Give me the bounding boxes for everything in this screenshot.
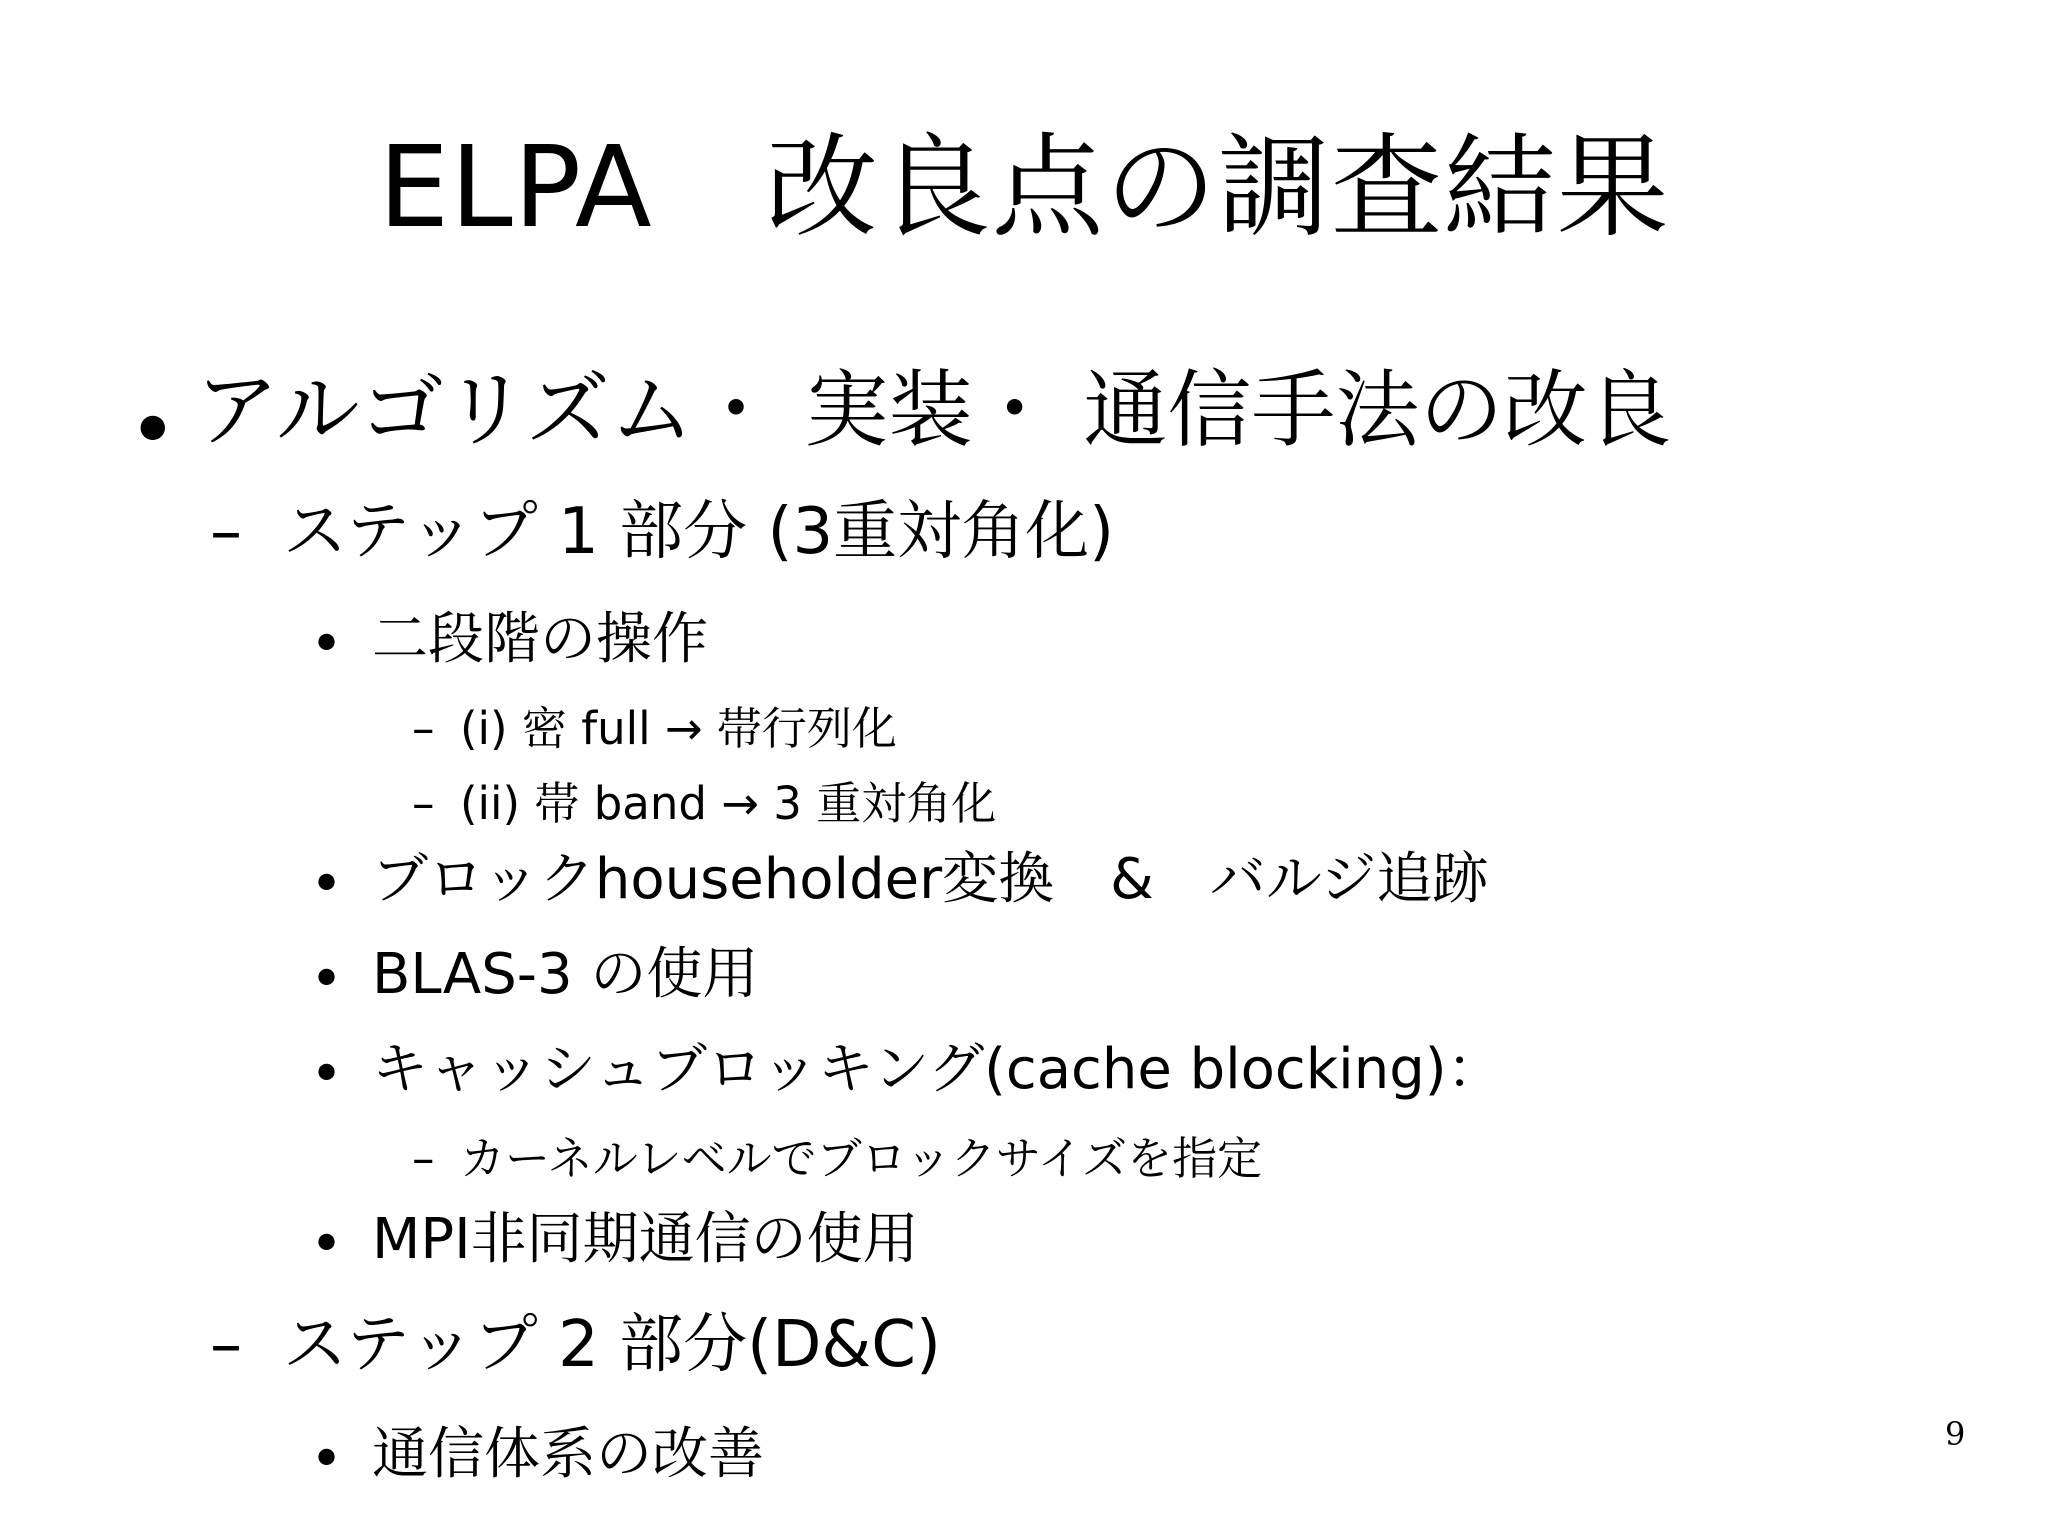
bullet-icon: •	[310, 1042, 344, 1107]
outline-item-householder: ブロックhouseholder変換 & バルジ追跡	[372, 847, 1489, 912]
outline-item-kernel-level-block-size: カーネルレベルでブロックサイズを指定	[460, 1132, 1263, 1185]
outline-item-mpi-async: MPI非同期通信の使用	[372, 1207, 919, 1272]
outline-item-communication-scheme: 通信体系の改善	[372, 1422, 764, 1487]
dash-icon: –	[412, 702, 435, 755]
outline-item-two-stage: 二段階の操作	[372, 607, 708, 672]
outline-item-full-to-band: (i) 密 full → 帯行列化	[460, 702, 897, 755]
dash-icon: –	[210, 1308, 242, 1382]
outline-item-cache-blocking: キャッシュブロッキング(cache blocking)：	[372, 1037, 1503, 1102]
bullet-icon: •	[310, 852, 344, 917]
dash-icon: –	[412, 777, 435, 830]
slide-title: ELPA 改良点の調査結果	[378, 123, 1670, 253]
outline-item-band-to-tridiagonal: (ii) 帯 band → 3 重対角化	[460, 777, 997, 830]
outline-item-blas3: BLAS-3 の使用	[372, 942, 759, 1007]
dash-icon: –	[412, 1132, 435, 1185]
bullet-icon: •	[310, 947, 344, 1012]
dash-icon: –	[210, 495, 242, 569]
outline-item-step1: ステップ 1 部分 (3重対角化)	[283, 495, 1115, 569]
bullet-icon: •	[310, 1212, 344, 1277]
bullet-icon: •	[310, 1427, 344, 1492]
bullet-icon: •	[310, 612, 344, 677]
bullet-icon: •	[128, 381, 178, 479]
outline-item-step2: ステップ 2 部分(D&C)	[283, 1308, 941, 1382]
outline-item-algorithm-improvements: アルゴリズム・ 実装・ 通信手法の改良	[195, 361, 1672, 459]
page-number: 9	[1945, 1415, 1966, 1453]
